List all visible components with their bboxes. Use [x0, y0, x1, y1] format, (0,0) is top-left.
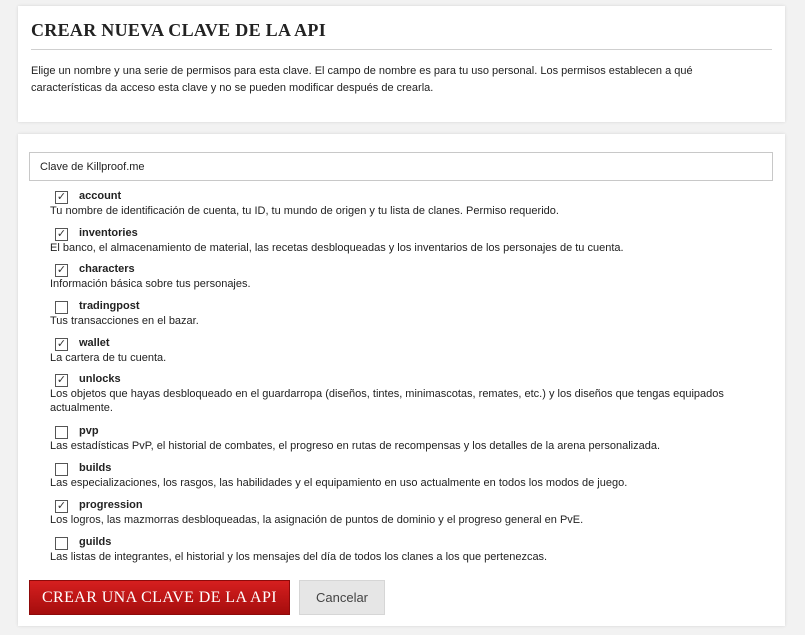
permission-item-characters [50, 262, 774, 299]
permission-checkbox[interactable] [55, 537, 68, 550]
permission-checkbox[interactable] [55, 228, 68, 241]
permission-description: La cartera de tu cuenta. [50, 351, 167, 364]
permission-description: Las listas de integrantes, el historial y los mensajes del día de todos los clanes a los que pertenezcas. [50, 550, 548, 563]
permission-description: Las estadísticas PvP, el historial de combates, el progreso en rutas de recompensas y los detalles de la arena personalizada. [50, 440, 661, 453]
permission-list [29, 189, 774, 571]
permission-description: Tu nombre de identificación de cuenta, tu ID, tu mundo de origen y tu lista de clanes. Permiso requerido. [50, 205, 559, 217]
permission-item-account [50, 189, 774, 226]
header-card [18, 6, 785, 122]
permission-name: tradingpost [79, 300, 140, 313]
form-actions [29, 580, 385, 615]
permission-description: Los logros, las mazmorras desbloqueadas, la asignación de puntos de dominio y el progreso general en PvE. [50, 513, 584, 526]
permission-name: inventories [79, 226, 138, 239]
permission-item-wallet [50, 336, 774, 373]
check-icon: ✓ [56, 227, 67, 240]
check-icon: ✓ [56, 337, 67, 350]
permission-name: builds [79, 462, 112, 475]
permission-checkbox[interactable] [55, 338, 68, 351]
page-title: CREAR NUEVA CLAVE DE LA API [31, 20, 772, 50]
permission-description: Información básica sobre tus personajes. [50, 278, 251, 291]
permission-item-progression [50, 498, 774, 535]
permission-name: characters [79, 263, 135, 276]
permission-name: account [79, 190, 122, 202]
check-icon: ✓ [56, 499, 67, 512]
permission-description: Tus transacciones en el bazar. [50, 315, 199, 328]
permission-checkbox[interactable] [55, 500, 68, 513]
permission-item-guilds [50, 535, 774, 572]
permission-item-inventories [50, 226, 774, 263]
permission-name: guilds [79, 535, 112, 548]
permission-checkbox[interactable] [55, 374, 68, 387]
permission-name: pvp [79, 425, 99, 438]
permission-checkbox[interactable] [55, 301, 68, 314]
permission-description: Las especializaciones, los rasgos, las habilidades y el equipamiento en uso actualmente en todos los modos de juego. [50, 477, 628, 490]
permission-description: Los objetos que hayas desbloqueado en el guardarropa (diseños, tintes, minimascotas, remates, etc.) y los diseños que tengas equipados actualmente. [50, 388, 724, 415]
check-icon: ✓ [56, 264, 67, 277]
permission-checkbox[interactable] [55, 463, 68, 476]
cancel-button[interactable]: Cancelar [299, 580, 385, 615]
permission-item-pvp [50, 424, 774, 461]
create-api-key-button[interactable]: CREAR UNA CLAVE DE LA API [29, 580, 290, 615]
permission-name: progression [79, 498, 143, 511]
form-card [18, 134, 785, 626]
permission-checkbox[interactable] [55, 264, 68, 277]
check-icon: ✓ [56, 374, 67, 387]
page-description: Elige un nombre y una serie de permisos para esta clave. El campo de nombre es para tu uso personal. Los permisos establecen a qué características da acceso esta clave y no se pueden modificar después de crearla. [31, 65, 693, 94]
permission-name: wallet [79, 336, 110, 349]
permission-item-builds [50, 461, 774, 498]
permission-name: unlocks [79, 373, 121, 386]
permission-item-tradingpost [50, 299, 774, 336]
permission-description: El banco, el almacenamiento de material, las recetas desbloqueadas y los inventarios de los personajes de tu cuenta. [50, 241, 624, 254]
permission-item-unlocks [50, 372, 774, 424]
permission-checkbox[interactable] [55, 426, 68, 439]
permission-checkbox[interactable] [55, 191, 68, 204]
key-name-input[interactable] [29, 152, 773, 181]
check-icon: ✓ [56, 191, 67, 203]
